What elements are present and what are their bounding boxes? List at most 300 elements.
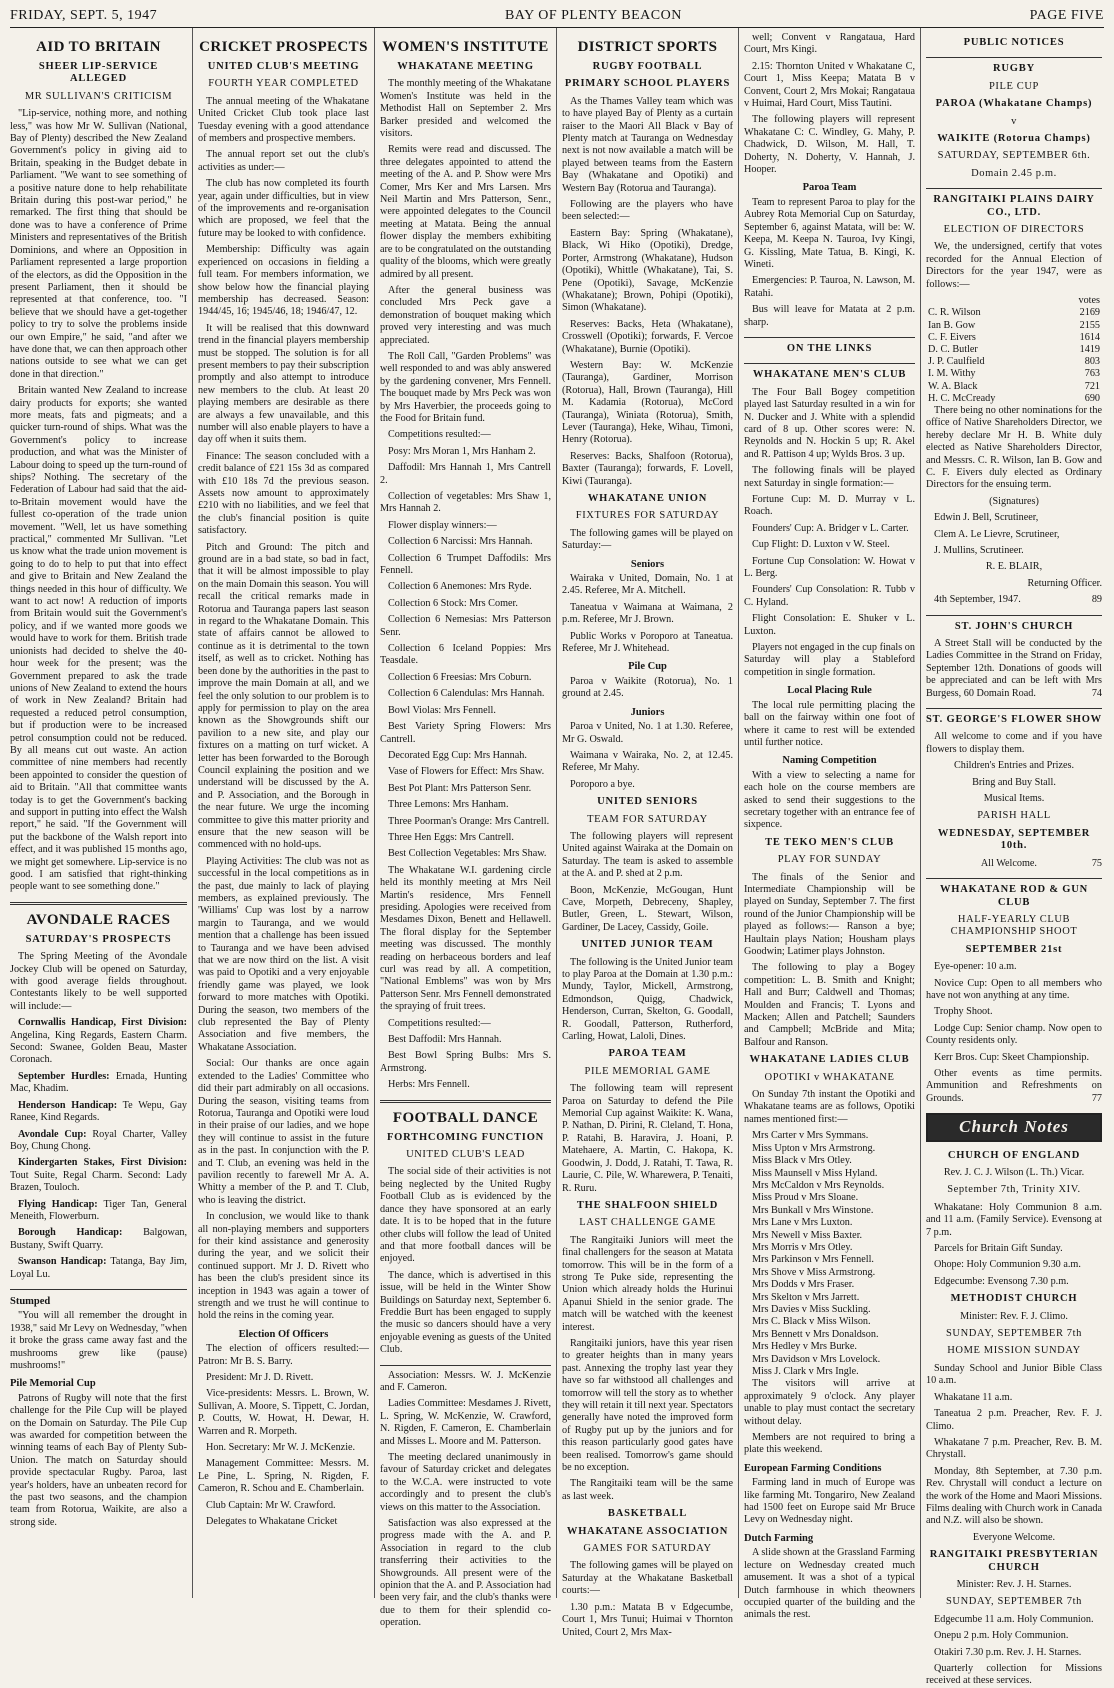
section-heading: WHAKATANE LADIES CLUB (749, 1054, 910, 1066)
competition-result: Three Lemons: Mrs Hanham. (388, 799, 509, 811)
paragraph: Vice-presidents: Messrs. L. Brown, W. Sullivan, A. Moore, S. Tippett, C. Jordan, P. Coutts, W. Howat, H. Dewar, H. Warren and R. Morpeth. (198, 1388, 369, 1437)
paragraph: Eastern Bay: Spring (Whakatane), Black, Wi Hiko (Opotiki), Dredge, Porter, Armstrong (Whakatane), Hudson (Opotiki), Whittle (Whakatane), Tai, S. Pene (Opotiki), Savage, McKenzie (Whakatane); Brown, Pohipi (Opotiki), Simon (Whakatane). (562, 227, 733, 314)
paragraph (926, 858, 1102, 870)
paragraph: well; Convent v Rangataua, Hard Court, Mrs Kingi. (744, 32, 915, 56)
paragraph: Finance: The season concluded with a credit balance of £21 15s 3d as compared with £10 18s 7d the previous season. Assets now amount to approximately £210 with no liabilities, and we feel that the club's financial position is quite satisfactory. (198, 450, 369, 537)
section-heading: Naming Competition (782, 755, 877, 767)
article-subtitle: RUGBY FOOTBALL (592, 61, 703, 72)
section-heading: THE SHALFOON SHIELD (576, 1199, 719, 1211)
section-heading: Paroa Team (802, 182, 857, 194)
candidate-name: W. A. Black (928, 380, 978, 392)
paragraph: Association: Messrs. W. J. McKenzie and F. Cameron. (380, 1369, 551, 1393)
paragraph: The following games will be played on Saturday:— (562, 527, 733, 552)
paragraph: Following are the players who have been selected:— (562, 199, 733, 223)
article-subtitle: MR SULLIVAN'S CRITICISM (24, 90, 173, 102)
columns (10, 28, 1104, 1687)
competition-result: Vase of Flowers for Effect: Mrs Shaw. (388, 766, 545, 778)
paragraph: Competitions resulted:— (388, 429, 491, 441)
paragraph: A slide shown at the Grassland Farming lecture on Wednesday created much amusement. It was a shot of a typical Dutch farmhouse in which theowners occupied quarter of the building and the animals the rest. (744, 1547, 915, 1621)
grade-heading: Juniors (630, 706, 665, 718)
section-heading: WHAKATANE UNION (587, 493, 708, 504)
competition-result: Collection 6 Anemones: Mrs Ryde. (388, 581, 532, 593)
vote-count: 763 (1084, 368, 1100, 380)
article-title-cricket-prospects: CRICKET PROSPECTS (199, 39, 368, 55)
paragraph: Edwin J. Bell, Scrutineer, (934, 512, 1039, 524)
paragraph: Cup Flight: D. Luxton v W. Steel. (752, 539, 890, 551)
race-runners: Ernada, Hunting Mac, Khadim. (10, 1070, 187, 1095)
paragraph: 1.30 p.m.: Matata B v Edgecumbe, Court 1, Mrs Tunui; Huimai v Thornton United, Court 2, Mrs Max- (562, 1601, 733, 1638)
paragraph: As the Thames Valley team which was to have played Bay of Plenty as a curtain raiser to the Maori All Black v Bay of Plenty match at Tauranga on Wednesday next is not now available a match will be played between teams from the Eastern Bay (Whakatane and Opotiki) and Western Bay (Rotorua and Tauranga). (562, 95, 733, 194)
race-runners: Tout Suite, Regal Charm. Second: Lady Brazen, Touloch. (10, 1169, 187, 1194)
paragraph: Poroporo a bye. (570, 778, 635, 790)
paragraph: Emergencies: P. Tauroa, N. Lawson, M. Ratahi. (744, 275, 915, 299)
section-heading: Dutch Farming (744, 1532, 814, 1544)
section-heading: UNITED SENIORS (597, 796, 698, 808)
notice-line: September 7th, Trinity XIV. (947, 1184, 1081, 1196)
paragraph: We, the undersigned, certify that votes recorded for the Annual Election of Directors for the year 1947, were as follows:— (926, 241, 1102, 290)
divider (10, 1289, 187, 1290)
golf-pairing: Mrs McCaldon v Mrs Reynolds. (752, 1179, 885, 1191)
notice-line: SEPTEMBER 21st (965, 943, 1063, 955)
golf-pairing: Mrs Lane v Mrs Luxton. (752, 1217, 853, 1229)
divider (926, 57, 1102, 58)
paragraph: Management Committee: Messrs. M. Le Pine, L. Spring, N. Rigden, F. Cameron, R. Schou and E. Chamberlain. (198, 1458, 369, 1495)
vote-count: 803 (1084, 356, 1100, 368)
competition-result: Collection of vegetables: Mrs Shaw 1, Mrs Hannah 2. (380, 491, 551, 515)
paragraph: Trophy Shoot. (934, 1006, 993, 1018)
vote-count: 721 (1084, 380, 1100, 392)
paragraph: The Rangitaiki team will be the same as last week. (562, 1478, 733, 1502)
golf-pairing: Mrs Shove v Miss Armstrong. (752, 1266, 876, 1278)
paragraph: Whakatane 11 a.m. (934, 1391, 1013, 1403)
article-title-womens-institute: WOMEN'S INSTITUTE (382, 39, 549, 55)
race-entry (10, 1256, 187, 1281)
paragraph: The club has now completed its fourth year, again under difficulties, but in view of the improvements and re-organisation which are proposed, we feel that the future may be looked to with confidence. (198, 178, 369, 239)
race-name: Flying Handicap: (18, 1198, 98, 1210)
article-title-aid-to-britain: AID TO BRITAIN (36, 39, 161, 55)
notice-text: Other events as time permits. Ammunition and Refreshments on Grounds. (926, 1067, 1102, 1104)
vote-row (926, 332, 1102, 344)
paragraph: The following finals will be played next Saturday in single formation:— (744, 465, 915, 489)
vote-row (926, 393, 1102, 405)
paragraph: Satisfaction was also expressed at the progress made with the A. and P. Association in regard to the club transferring their activities to the Showgrounds. All present were of the opinion that the A. and P. Association had been very fair, and the club's thanks were due to them for their splendid co-operation. (380, 1518, 551, 1629)
section-heading: TE TEKO MEN'S CLUB (765, 836, 894, 848)
article-title-district-sports: DISTRICT SPORTS (577, 39, 718, 55)
notice-date: 4th September, 1947. (934, 594, 1021, 606)
paragraph: Ladies Committee: Mesdames J. Rivett, L. Spring, W. McKenzie, W. Crawford, N. Rigden, F. Cameron, E. Chamberlain and Misses L. Moore and M. Patterson. (380, 1398, 551, 1447)
race-name: Henderson Handicap: (18, 1099, 118, 1111)
vote-row (926, 307, 1102, 319)
paragraph: Eye-opener: 10 a.m. (934, 961, 1017, 973)
paragraph: Parcels for Britain Gift Sunday. (934, 1243, 1063, 1255)
votes-header-row (926, 295, 1102, 307)
article-subtitle: UNITED CLUB'S MEETING (207, 61, 360, 72)
article-subtitle: FOURTH YEAR COMPLETED (208, 78, 359, 90)
notice-line: SATURDAY, SEPTEMBER 6th. (937, 150, 1091, 162)
race-name: September Hurdles: (18, 1070, 110, 1082)
vote-row (926, 356, 1102, 368)
race-name: Borough Handicap: (18, 1227, 123, 1239)
paragraph: With a view to selecting a name for each hole on the course members are asked to send their suggestions to the secretary together with an entrance fee of sixpence. (744, 769, 915, 831)
section-heading: Local Placing Rule (787, 685, 872, 697)
divider (926, 878, 1102, 879)
paragraph: Herbs: Mrs Fennell. (388, 1079, 470, 1091)
paragraph: Monday, 8th September, at 7.30 p.m. Rev. Chrystall will conduct a lecture on the work of the Home and Maori Missions. Films dealing with Church work in Canada and N.Z. will also be shown. (926, 1465, 1102, 1527)
paragraph: Team to represent Paroa to play for the Aubrey Rota Memorial Cup on Saturday, September 6, against Matata, will be: W. Keepa, M. Keepa N. Tauroa, Ivy Kingi, G. Kissling, Mate Tatua, B. Kingi, K. Wineti. (744, 196, 915, 270)
divider (926, 708, 1102, 709)
article-title-football-dance: FOOTBALL DANCE (392, 1109, 539, 1126)
paragraph: Minister: Rev. J. H. Starnes. (956, 1578, 1072, 1590)
candidate-name: D. C. Butler (928, 343, 978, 355)
column-5 (738, 28, 920, 1621)
paragraph: The visitors will arrive at approximately 9 o'clock. Any player unable to play must contact the secretary without delay. (744, 1378, 915, 1427)
paragraph: Musical Items. (983, 793, 1045, 805)
divider (926, 615, 1102, 616)
votes-table (926, 295, 1102, 405)
competition-result: Best Variety Spring Flowers: Mrs Cantrell. (380, 721, 551, 745)
notice-number: 75 (1091, 857, 1102, 869)
golf-pairing: Miss Black v Mrs Otley. (752, 1155, 852, 1167)
paragraph: Paroa v United, No. 1 at 1.30. Referee, Mr G. Oswald. (562, 721, 733, 745)
paragraph: Club Captain: Mr W. Crawford. (206, 1499, 336, 1511)
paragraph: Best Bowl Spring Bulbs: Mrs S. Armstrong. (380, 1050, 551, 1074)
paragraph: The finals of the Senior and Intermediate Championship will be played on Sunday, September 7. The first round of the Junior Championship will be played as follows:— Ranson a bye; Haultain plays Nation; Housham plays Goodwin; Latimer plays Johnston. (744, 871, 915, 957)
paragraph: Founders' Cup: A. Bridger v L. Carter. (752, 522, 909, 534)
paragraph: Lodge Cup: Senior champ. Now open to County residents only. (926, 1022, 1102, 1047)
divider (380, 1100, 551, 1103)
competition-result: Decorated Egg Cup: Mrs Hannah. (388, 749, 527, 761)
paragraph: Delegates to Whakatane Cricket (206, 1516, 338, 1528)
notice-text: A Street Stall will be conducted by the Ladies Committee in the Strand on Friday, September 12th. Donations of goods will be appreciated and can be left with Mrs Burgess, 60 Domain Road. (926, 638, 1102, 699)
candidate-name: I. M. Withy (928, 368, 976, 380)
competition-list (380, 446, 551, 861)
competition-result: Posy: Mrs Moran 1, Mrs Hanham 2. (388, 445, 536, 457)
paragraph: Remits were read and discussed. The three delegates appointed to attend the meeting of the A. and P. Show were Mrs Comer, Mrs Ker and Mrs Larsen. Mrs Neil Martin and Mrs Patterson, Senr., were appointed delegates to the Council meeting at Matata. Being the annual flower display the members exhibiting are to be congratulated on the outstanding quality of the blooms, which were greatly admired by all present. (380, 144, 551, 280)
paragraph: Kerr Bros. Cup: Skeet Championship. (934, 1051, 1090, 1063)
paragraph: The following team will represent Paroa on Saturday to defend the Pile Memorial Cup against Waikite: K. Wana, P. Nathan, D. Pirini, R. Cleland, T. Hona, P. Ratahi, B. Haravira, J. Hoani, P. Matehaere, A. Martin, C. Hakopa, K. Goodwin, J. Dodd, J. Ratahi, T. Tawa, R. Laurie, C. Pile, W. Wharewera, P. Tenaiti, R. Ruru. (562, 1083, 733, 1194)
grade-heading: Seniors (630, 558, 665, 570)
competition-result: Collection 6 Nemesias: Mrs Patterson Senr. (380, 614, 551, 638)
section-subheading: TEAM FOR SATURDAY (587, 813, 708, 825)
golf-pairing: Mrs Carter v Mrs Symmans. (752, 1130, 869, 1142)
paragraph: Competitions resulted:— (388, 1017, 491, 1029)
race-name: Cornwallis Handicap, First Division: (18, 1017, 187, 1029)
vote-count: 1614 (1079, 331, 1100, 343)
competition-result: Best Pot Plant: Mrs Patterson Senr. (388, 782, 532, 794)
paragraph: Fortune Cup: M. D. Murray v L. Roach. (744, 494, 915, 518)
paragraph: The following is the United Junior team to play Paroa at the Domain at 1.30 p.m.: Mundy, Taylor, Mickell, Armstrong, Edmondson, Quigg, Chadwick, Henderson, Curran, Skelton, G. Goodall, R. Goodall, Patterson, Rutherford, Carling, Howat, Laloli, Dines. (562, 956, 733, 1043)
paragraph: Pitch and Ground: The pitch and ground are in a bad state, so bad in fact, that it will be almost impossible to play on the main Domain this season. You will recall the critical remarks made in Rotorua and Tauranga papers last season in regard to the Whakatane Domain. This state of affairs cannot be allowed to continue as it is detrimental to the town itself, as well as to cricket. Nothing has been done by the authorities in the past to improve the main Domain at all, and we feel the only solution to our problem is to apply for permission to play on the area known as the Showgrounds shift our pavilion to a new site, and play our fixtures on a matting on turf wicket. A letter has been forwarded to the Borough Council explaining the position and we understand will be discussed by the A. and P. Association, and the Borough in the near future. We urge the incoming committee to give this matter priority and ensure that the new season will be commenced with no hold-ups. (198, 541, 369, 851)
column-6 (920, 28, 1102, 1687)
section-subheading: GAMES FOR SATURDAY (583, 1543, 712, 1555)
masthead (10, 8, 1104, 28)
pairs-list (744, 1130, 915, 1378)
race-entry (10, 1199, 187, 1224)
divider (10, 902, 187, 905)
article-subtitle: UNITED CLUB'S LEAD (406, 1149, 525, 1161)
church-heading: METHODIST CHURCH (950, 1293, 1078, 1305)
paragraph: The election of officers resulted:— Patron: Mr B. S. Barry. (198, 1343, 369, 1367)
competition-result: Three Poorman's Orange: Mrs Cantrell. (388, 815, 550, 827)
race-entry (10, 1100, 187, 1125)
paragraph: The following to play a Bogey competition: L. B. Smith and Knight; Hall and Burr; Caldwell and Thomas; Moulden and Francis; T. Lyons and Macken; Allen and Patchell; Saunders and Campbell; McBride and Mita; Balfour and Ranson. (744, 962, 915, 1048)
vote-row (926, 320, 1102, 332)
issue-date: FRIDAY, SEPT. 5, 1947 (10, 8, 158, 23)
paragraph: Britain wanted New Zealand to increase dairy products for exports; she wanted more meats, fats and pigmeats; and a quicker turn-round of ships. What was the Government's policy to increase production, and what was the Minister of Labour doing to speed up the turn-round of ships? Nothing. The secretary of the Federation of Labour had said that the aid-to-Britain movement would have the fullest co-operation of the trade union movement. "Well, let us have something practical," commented Mr Sullivan. "Let us know what the trade union movement is going to do to help to put that into effect and give to Britain and New Zealand the things needed in this hour of difficulty. We want to act now! A reduction of imports from Britain would suit the Government's policy, and if we wanted more goods we would have to work for them. British trade unionists had decided to shelve the 40-hour week for the present; was the Government prepared to ask the trade unions of New Zealand to extend the hours of work in New Zealand? Britain had requested a reduced petrol consumption, but if production were to be increased petrol consumption could not be reduced. By all means cut out waste. An action committee of nine members had recently been appointed to consider the question of aid to Britain. "All that committee wants today is to get the Government's backing and support in putting into effect the Walsh report," he said. "If the Government will put the backbone of the Walsh report into effect, and it was published 15 months ago, we might get somewhere. Lip-service is no good. I am satisfied that right-thinking people want to see something done." (10, 385, 187, 893)
competition-result: Collection 6 Narcissi: Mrs Hannah. (388, 536, 533, 548)
golf-pairing: Mrs Bunkall v Mrs Winstone. (752, 1204, 874, 1216)
paragraph (926, 638, 1102, 700)
paragraph: The Rangitaiki Juniors will meet the final challengers for the season at Matata tomorrow. This will be in the form of a strong Te Puke side, representing the Union which already holds the Hurinui Apanui Shield in the senior grade. The match will be watched with the keenest interest. (562, 1234, 733, 1333)
section-subheading: PILE MEMORIAL GAME (584, 1065, 711, 1077)
paragraph: The local rule permitting placing the ball on the fairway within one foot of where it came to rest will be extended until further notice. (744, 699, 915, 748)
paragraph: The monthly meeting of the Whakatane Women's Institute was held in the Methodist Hall on September 2. Mrs Barker presided and welcomed the visitors. (380, 78, 551, 140)
notice-number: 74 (1091, 687, 1102, 699)
paragraph: The Spring Meeting of the Avondale Jockey Club will be opened on Saturday, with good average fields throughout. Contestants likely to be well supported will include:— (10, 951, 187, 1012)
paragraph: On Sunday 7th instant the Opotiki and Whakatane teams are as follows, Opotiki names mentioned first:— (744, 1089, 915, 1125)
paragraph: Whakatane: Holy Communion 8 a.m. and 11 a.m. (Family Service). Evensong at 7 p.m. (926, 1201, 1102, 1238)
notice-line: v (1011, 115, 1017, 127)
paragraph: Farming land in much of Europe was like farming Mt. Tongariro, New Zealand had 1500 feet on Europe said Mr Bruce Levy on Wednesday night. (744, 1477, 915, 1526)
competition-result: Flower display winners:— (388, 519, 497, 531)
candidate-name: J. P. Caulfield (928, 356, 985, 368)
paragraph: There being no other nominations for the office of Native Shareholders Director, we hereby declare Mr H. B. White duly elected as Native Shareholders Director, and Messrs. C. R. Wilson, Ian B. Gow and C. F. Eivers duly elected as Ordinary Directors for the ensuing term. (926, 404, 1102, 491)
paragraph: Founders' Cup Consolation: R. Tubb v C. Hyland. (744, 584, 915, 608)
golf-pairing: Mrs Hedley v Mrs Burke. (752, 1341, 857, 1353)
divider (744, 337, 915, 338)
paragraph: Playing Activities: The club was not as successful in the local competitions as in the past, due mainly to lack of playing members, as explained previously. The 'Williams' Cup was lost by a narrow margin to Tauranga, and we would mention that a challenge has been issued to Tauranga and we have been advised that we are now third on the list. A visit was paid to Opotiki and a very enjoyable friendly game was played, we look forward to more matches with Opotiki. During the season, two members of the club represented the Bay of Plenty Association and five members, the Whakatane Association. (198, 855, 369, 1053)
divider (744, 363, 915, 364)
notice-number: 77 (1091, 1092, 1102, 1104)
golf-pairing: Miss Proud v Mrs Sloane. (752, 1192, 859, 1204)
paragraph: Minister: Rev. F. J. Climo. (960, 1310, 1068, 1322)
paragraph: Western Bay: W. McKenzie (Tauranga), Gardiner, Morrison (Rotorua), Hall, Brown (Tauranga), Hill M. Kadamia (Rotorua), McCord (Tauranga), Winiata (Rotorua), Smith, Lever (Tauranga), Heke, Wihau, Timoni, Henry (Rotorua). (562, 359, 733, 446)
paragraph: The Roll Call, "Garden Problems" was well responded to and was ably answered by the gardening convener, Mrs Fennell. The bouquet made by Mrs Peck was won by Mrs Haverbier, the proceeds going to the Food for Britain fund. (380, 350, 551, 424)
section-heading: UNITED JUNIOR TEAM (581, 939, 714, 951)
vote-row (926, 381, 1102, 393)
golf-pairing: Miss J. Clark v Mrs Ingle. (752, 1366, 859, 1377)
vote-row (926, 368, 1102, 380)
paragraph: The annual report set out the club's activities as under:— (198, 149, 369, 173)
paragraph: Boon, McKenzie, McGougan, Hunt Cave, Morpeth, Debreceny, Shapley, Butler, Green, L. Stewart, Wilson, Gardiner, De Lacey, Cassidy, Goile. (562, 884, 733, 933)
paragraph: The following players will represent Whakatane C: C. Windley, G. Mahy, P. Chadwick, D. Wilson, M. Hall, T. Doherty, N. Doherty, V. Hannah, J. Hooper. (744, 114, 915, 176)
notice-line: WEDNESDAY, SEPTEMBER 10th. (937, 827, 1091, 852)
paragraph: Novice Cup: Open to all members who have not won anything at any time. (926, 977, 1102, 1001)
race-entry (10, 1071, 187, 1096)
vote-count: 2169 (1079, 307, 1100, 319)
church-heading: RANGITAIKI PRESBYTERIAN CHURCH (929, 1549, 1099, 1573)
article-subtitle: SATURDAY'S PROSPECTS (25, 933, 172, 945)
race-entry (10, 1017, 187, 1067)
race-runners: Royal Charter, Valley Boy, Chung Chong. (10, 1128, 187, 1152)
notice-title: ST. GEORGE'S FLOWER SHOW (926, 714, 1102, 726)
race-entry (10, 1129, 187, 1154)
paragraph: Players not engaged in the cup finals on Saturday will play a Stableford competition in single formation. (744, 642, 915, 678)
competition-result: Three Hen Eggs: Mrs Cantrell. (388, 831, 514, 843)
notice-line: HOME MISSION SUNDAY (947, 1345, 1081, 1357)
article-title-avondale-races: AVONDALE RACES (26, 911, 171, 928)
race-entry (10, 1227, 187, 1252)
paragraph: President: Mr J. D. Rivett. (206, 1372, 314, 1384)
competition-result: Collection 6 Iceland Poppies: Mrs Teasdale. (380, 643, 551, 667)
article-subtitle: FORTHCOMING FUNCTION (386, 1131, 545, 1143)
candidate-name: Ian B. Gow (928, 319, 976, 331)
paragraph: Membership: Difficulty was again experienced on occasions in fielding a full team. For members information, we show below how the financial playing membership has decreased. Season: 1944/45, 16; 1945/46, 18; 1946/47, 12. (198, 244, 369, 318)
notice-title: ST. JOHN'S CHURCH (954, 620, 1074, 632)
paragraph: The following games will be played on Saturday at the Whakatane Basketball courts:— (562, 1560, 733, 1597)
paragraph: Paroa v Waikite (Rotorua), No. 1 ground at 2.45. (562, 675, 733, 700)
paragraph: The Four Ball Bogey competition played last Saturday resulted in a win for N. Ducker and J. White with a splendid card of 8 up. Other scores were: N. Reynolds and N. Hockin 5 up; R. Akel and R. Pattison 4 up; Wylds Bros. 3 up. (744, 386, 915, 460)
paragraph (926, 594, 1102, 606)
paragraph: Reserves: Backs, Heta (Whakatane), Crosswell (Opotiki); forwards, F. Vercoe (Whakatane), Burnie (Opotiki). (562, 318, 733, 355)
paragraph: Patrons of Rugby will note that the first challenge for the Pile Cup will be played on the Domain on Saturday. The Pile Cup was awarded for competition between the winning teams of each Bay of Plenty Sub-Union. The match on Saturday should provide spectacular Rugby. Paroa, last year's holders, have an unbeaten record for the past two seasons, and the champion team from Rotorua, Waikite, are also a strong side. (10, 1392, 187, 1528)
paragraph (926, 1068, 1102, 1105)
section-heading: BASKETBALL (607, 1508, 688, 1520)
paragraph: The dance, which is advertised in this issue, will be held in the Winter Show Buildings on Saturday next, September 6. Freddie Burt has been engaged to supply the music so dancers should have a very enjoyable evening as guests of the United Club. (380, 1269, 551, 1356)
paragraph: Public Works v Poroporo at Taneatua. Referee, Mr J. Whitehead. (562, 630, 733, 655)
notice-line: PILE CUP (988, 80, 1039, 92)
grade-heading: Pile Cup (628, 661, 667, 673)
column-2 (192, 28, 374, 1598)
notice-text: All Welcome. (980, 857, 1037, 869)
paragraph: "Lip-service, nothing more, and nothing less," was how Mr W. Sullivan (National, Bay of Plenty) described the New Zealand Government's policy in giving aid to Britain, speaking in the Budget debate in Parliament. "We want to see something of a positive nature done to help rehabilitate Britain during this post-war period," he remarked. The first thing that should be done was to have a conference of Prime Ministers and representatives of the British Dominions, and where an Opposition in Parliament represented a large proportion of the electors, as did the Opposition in the present Parliament, then it should be represented at that conference, too. "I believe that we should have a get-together policy to try to solve the problems inside our own Empire," he said, "and after we have done that, we can then approach other nations outside to see what we can get done in that direction." (10, 108, 187, 380)
article-subtitle: SHEER LIP-SERVICE ALLEGED (38, 61, 159, 85)
paragraph: Taneatua 2 p.m. Preacher, Rev. F. J. Climo. (926, 1408, 1102, 1432)
public-notices-heading: PUBLIC NOTICES (963, 37, 1065, 48)
race-runners: Balgowan, Bustany, Swift Quarry. (10, 1227, 187, 1251)
notice-line: HALF-YEARLY CLUB CHAMPIONSHIP SHOOT (950, 913, 1078, 938)
section-heading: European Farming Conditions (744, 1462, 882, 1474)
golf-pairing: Mrs Dodds v Mrs Fraser. (752, 1279, 855, 1291)
section-subheading: OPOTIKI v WHAKATANE (764, 1071, 895, 1083)
competition-result: Collection 6 Trumpet Daffodils: Mrs Fennell. (380, 552, 551, 577)
golf-pairing: Mrs Morris v Mrs Otley. (752, 1241, 853, 1253)
race-name: Swanson Handicap: (18, 1256, 107, 1268)
paragraph: In conclusion, we would like to thank all non-playing members and supporters for their kind assistance and generosity during the year, and we solicit their continued support. Mr J. D. Rivett who has been the club's president since its inception in 1943 was again a tower of strength and we trust he will continue to hold the reins in the coming year. (198, 1211, 369, 1322)
page-number: PAGE FIVE (1029, 8, 1104, 23)
column-3 (374, 28, 556, 1629)
paragraph: Reserves: Backs, Shalfoon (Rotorua), Baxter (Tauranga); forwards, F. Lovell, Kiwi (Tauranga). (562, 450, 733, 487)
vote-count: 2155 (1079, 319, 1100, 331)
race-list (10, 1017, 187, 1281)
paragraph: Otakiri 7.30 p.m. Rev. J. H. Starnes. (934, 1646, 1082, 1658)
paragraph: The meeting declared unanimously in favour of Saturday cricket and delegates to the W.C.A. were instructed to vote accordingly and to present the club's views on this matter to the Association. (380, 1452, 551, 1513)
paragraph: Edgecumbe 11 a.m. Holy Communion. (934, 1613, 1094, 1625)
paragraph: Flight Consolation: E. Shuker v L. Luxton. (744, 613, 915, 637)
race-runners: Te Wepu, Gay Ranee, Kind Regards. (10, 1099, 187, 1124)
notice-line: SUNDAY, SEPTEMBER 7th (945, 1328, 1082, 1340)
golf-pairing: Miss Upton v Mrs Armstrong. (752, 1142, 876, 1154)
section-heading: WHAKATANE MEN'S CLUB (752, 369, 907, 381)
race-name: Avondale Cup: (18, 1128, 87, 1140)
golf-pairing: Mrs Davies v Miss Suckling. (752, 1303, 871, 1315)
vote-count: 1419 (1079, 343, 1100, 355)
section-heading: Election Of Officers (238, 1328, 329, 1340)
paragraph: 2.15: Thornton United v Whakatane C, Court 1, Miss Keepa; Matata B v Convent, Court 2, Mrs Mokai; Rangataua v Huimai, Hard Court, Miss Tautini. (744, 60, 915, 110)
paragraph: The following players will represent United against Wairaka at the Domain on Saturday. The team is asked to assemble at the A. and P. shed at 2 p.m. (562, 830, 733, 880)
column-4 (556, 28, 738, 1638)
notice-line: Domain 2.45 p.m. (971, 167, 1057, 179)
section-subheading: PLAY FOR SUNDAY (777, 854, 882, 866)
paragraph: Wairaka v United, Domain, No. 1 at 2.45. Referee, Mr A. Mitchell. (562, 573, 733, 597)
race-runners: Tiger Tan, General Meneith, Flowerburn. (10, 1198, 188, 1222)
candidate-name: H. C. McCready (928, 392, 996, 404)
paragraph: Whakatane 7 p.m. Preacher, Rev. B. M. Chrystall. (926, 1436, 1102, 1461)
notice-line: ELECTION OF DIRECTORS (943, 224, 1085, 236)
paragraph: It will be realised that this downward trend in the financial players membership must be stopped. The solution is for all present members to pay their subscription promptly and also attempt to introduce new members to the club. At least 20 playing members are desirable as there are always a few unavailable, and this number will also enable players to have a day off when it suits them. (198, 322, 369, 446)
notice-title: RANGITAIKI PLAINS DAIRY CO., LTD. (933, 194, 1095, 218)
paragraph: Sunday School and Junior Bible Class 10 a.m. (926, 1362, 1102, 1387)
article-subtitle: PRIMARY SCHOOL PLAYERS (564, 78, 731, 90)
section-subheading: LAST CHALLENGE GAME (579, 1217, 716, 1229)
section-subheading: FIXTURES FOR SATURDAY (575, 510, 720, 522)
competition-result: Bowl Violas: Mrs Fennell. (388, 704, 496, 716)
paragraph: Returning Officer. (1027, 577, 1102, 589)
divider (380, 1365, 551, 1366)
paragraph: Bring and Buy Stall. (972, 776, 1056, 788)
paragraph: Hon. Secretary: Mr W. J. McKenzie. (206, 1442, 356, 1454)
race-runners: Angelina, King Regards, Eastern Charm. Second: Swanee, Golden Beau, Master Coronach. (10, 1029, 187, 1066)
paragraph: Rangitaiki juniors, have this year risen to greater heights than in many years past. Annexing the trophy last year they have so far withstood all challenges and tomorrow will tell the story as to whether they will retain it till next year. Spectators generally have noted the improved form of Rugby put up by the juniors and for this reason particularly good gates have been realised. Tomorrow's game should be no exception. (562, 1337, 733, 1474)
golf-pairing: Mrs Newell v Miss Baxter. (752, 1229, 863, 1241)
paragraph: Bus will leave for Matata at 2 p.m. sharp. (744, 304, 915, 328)
paragraph: Rev. J. C. J. Wilson (L. Th.) Vicar. (943, 1167, 1085, 1179)
notice-title: RUGBY (993, 63, 1035, 75)
paragraph: The Whakatane W.I. gardening circle held its monthly meeting at Mrs Neil Martin's residence, Mrs Fennell presiding. Apologies were received from Mesdames Dixon, Benett and Hellawell. The floral display for the September meeting was discussed. The monthly reading on herbaceous borders and leaf curl was read by all. A competition, "National Emblems" was won by Mrs Patterson Senr. Mrs Fennell demonstrated the spraying of fruit trees. (380, 864, 551, 1013)
paragraph: The annual meeting of the Whakatane United Cricket Club took place last Tuesday evening with a good attendance of members and prospective members. (198, 95, 369, 145)
article-subtitle: WHAKATANE MEETING (397, 61, 534, 72)
section-heading: Stumped (10, 1295, 51, 1307)
church-heading: CHURCH OF ENGLAND (947, 1149, 1081, 1161)
paragraph: All welcome to come and if you have flowers to display them. (926, 731, 1102, 755)
notice-line: PAROA (Whakatane Champs) (935, 98, 1093, 110)
notice-line: WAIKITE (Rotorua Champs) (937, 133, 1091, 145)
votes-label: votes (1078, 295, 1100, 307)
column-1 (10, 28, 192, 1598)
golf-pairing: Miss Maunsell v Miss Hyland. (752, 1167, 878, 1179)
paragraph: Everyone Welcome. (972, 1531, 1056, 1543)
paragraph: (Signatures) (989, 495, 1039, 507)
competition-result: Best Collection Vegetables: Mrs Shaw. (388, 848, 547, 860)
paragraph: J. Mullins, Scrutineer. (934, 544, 1024, 556)
paragraph: Best Daffodil: Mrs Hannah. (388, 1034, 502, 1046)
race-entry (10, 1157, 187, 1194)
golf-pairing: Mrs Parkinson v Mrs Fennell. (752, 1254, 874, 1266)
paragraph: Fortune Cup Consolation: W. Howat v L. Berg. (744, 555, 915, 580)
vote-count: 690 (1084, 392, 1100, 404)
candidate-name: C. F. Eivers (928, 331, 976, 343)
section-subheading: WHAKATANE ASSOCIATION (566, 1525, 729, 1537)
competition-result: Collection 6 Stock: Mrs Comer. (388, 597, 518, 609)
vote-row (926, 344, 1102, 356)
paragraph: Ohope: Holy Communion 9.30 a.m. (934, 1259, 1081, 1271)
notice-line: PARISH HALL (977, 810, 1051, 822)
race-name: Kindergarten Stakes, First Division: (18, 1157, 187, 1169)
paragraph: R. E. BLAIR, (985, 561, 1043, 573)
golf-pairing: Mrs Davidson v Mrs Lovelock. (752, 1353, 881, 1365)
paragraph: Social: Our thanks are once again extended to the Ladies' Committee who did their part admirably on all occasions. During the season, visiting teams from Rotorua, Tauranga and Opotiki were loud in their praise of our ladies, and we hope they will continue to assist in the future as in the past. In conjunction with the P. and T. Club, an evening was held in the pavilion recently to farewell Mr A. A. Whitty a member of the P. and T. Club, who is leaving the district. (198, 1058, 369, 1206)
paragraph: The social side of their activities is not being neglected by the United Rugby Football Club as is evidenced by the dance they have sponsored at an early date. It is to be hoped that in the future other clubs will follow the lead of United and that more football dances will be enjoyed. (380, 1166, 551, 1265)
paragraph: Taneatua v Waimana at Waimana, 2 p.m. Referee, Mr J. Brown. (562, 601, 733, 626)
paragraph: Onepu 2 p.m. Holy Communion. (934, 1630, 1069, 1642)
section-heading: PAROA TEAM (608, 1048, 687, 1060)
paper-name: BAY OF PLENTY BEACON (504, 8, 682, 23)
paragraph: Quarterly collection for Missions received at these services. (926, 1663, 1102, 1687)
section-heading: Pile Memorial Cup (10, 1378, 96, 1390)
paragraph: Children's Entries and Prizes. (953, 760, 1075, 772)
candidate-name: C. R. Wilson (928, 307, 981, 319)
paragraph: After the general business was concluded Mrs Peck gave a demonstration of bouquet making which proved very interesting and was much appreciated. (380, 284, 551, 346)
